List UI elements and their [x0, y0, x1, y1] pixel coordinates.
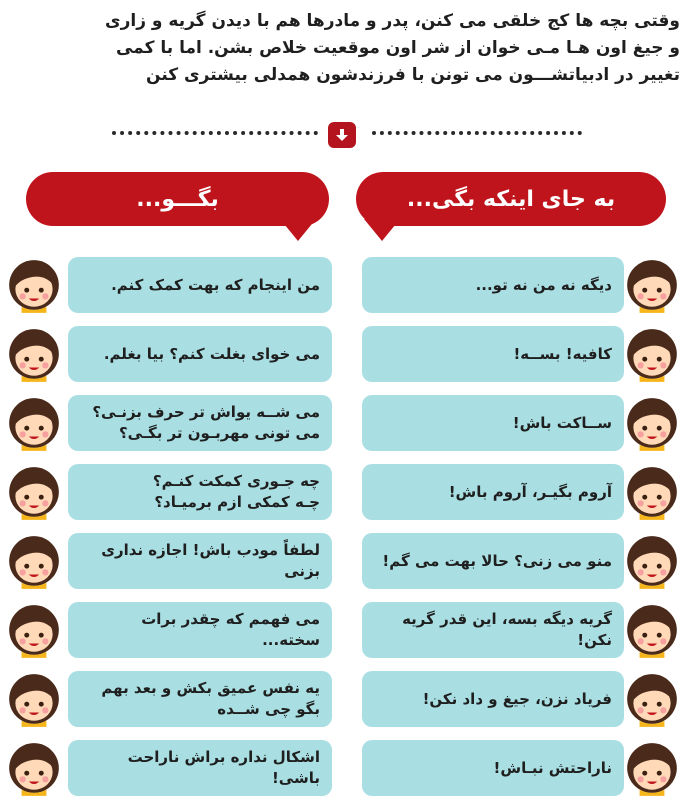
- instead-bubble: [362, 257, 624, 313]
- say-bubble: [68, 464, 332, 520]
- say-text-line-1: من اینجام که بهت کمک کنم.: [111, 275, 320, 294]
- girl-avatar-icon: [6, 393, 62, 453]
- say-row: [0, 667, 340, 736]
- instead-row: [356, 667, 694, 736]
- instead-row: [356, 529, 694, 598]
- instead-text-line-1: گریه دیگه بسه، این قدر گریه نکن!: [402, 610, 612, 649]
- say-text-line-1: چه جـوری کمکت کنـم؟: [152, 472, 320, 490]
- dotted-divider-right: [372, 131, 582, 135]
- instead-text-line-1: کافیه! بســه!: [513, 344, 612, 363]
- girl-avatar-icon: [624, 669, 680, 729]
- girl-avatar-icon: [624, 738, 680, 798]
- instead-row: [356, 391, 694, 460]
- instead-bubble: [362, 533, 624, 589]
- say-text-line-1: اشکال نداره براش ناراحت باشی!: [127, 748, 320, 787]
- say-text-line-1: یه نفس عمیق بکش و بعد بهم: [101, 679, 320, 697]
- instead-bubble: [362, 602, 624, 658]
- say-row: [0, 598, 340, 667]
- intro-line-3: تغییر در ادبیاتشـــون می تونن با فرزندشون همدلی بیشتری کنن: [146, 65, 680, 85]
- instead-text-line-1: ســاکت باش!: [512, 413, 612, 432]
- say-bubble: [68, 395, 332, 451]
- girl-avatar-icon: [624, 255, 680, 315]
- girl-avatar-icon: [6, 255, 62, 315]
- instead-bubble: [362, 740, 624, 796]
- instead-bubble: [362, 395, 624, 451]
- say-bubble: [68, 671, 332, 727]
- instead-text-line-1: ناراحتش نبـاش!: [493, 758, 612, 777]
- instead-bubble: [362, 326, 624, 382]
- girl-avatar-icon: [6, 462, 62, 522]
- instead-text-line-1: دیگه نه من نه تو...: [475, 275, 612, 294]
- say-text-line-2: می تونی مهربـون تر بگـی؟: [118, 424, 320, 442]
- intro-text: [60, 8, 680, 89]
- say-header-tail: [280, 219, 316, 241]
- say-text-line-2: بگو چی شــده: [217, 700, 320, 718]
- girl-avatar-icon: [6, 324, 62, 384]
- instead-bubble: [362, 671, 624, 727]
- instead-row: [356, 460, 694, 529]
- say-bubble: [68, 326, 332, 382]
- girl-avatar-icon: [6, 738, 62, 798]
- instead-column: [356, 253, 694, 805]
- say-bubble: [68, 533, 332, 589]
- say-row: [0, 391, 340, 460]
- down-arrow-icon: [328, 122, 356, 148]
- instead-header: به جای اینکه بگی...: [356, 172, 666, 226]
- say-bubble: [68, 740, 332, 796]
- instead-row: [356, 322, 694, 391]
- instead-text-line-1: منو می زنی؟ حالا بهت می گم!: [382, 551, 612, 570]
- intro-line-1: وقتی بچه ها کج خلقی می کنن، پدر و مادرها هم با دیدن گریه و زاری: [105, 11, 680, 31]
- intro-line-2: و جیغ اون هـا مـی خوان از شر اون موقعیت خلاص بشن. اما با کمی: [115, 38, 680, 58]
- girl-avatar-icon: [6, 531, 62, 591]
- say-row: [0, 460, 340, 529]
- say-column: [0, 253, 340, 805]
- girl-avatar-icon: [624, 600, 680, 660]
- instead-row: [356, 736, 694, 805]
- girl-avatar-icon: [624, 324, 680, 384]
- instead-text-line-1: آروم بگیـر، آروم باش!: [448, 482, 612, 501]
- say-row: [0, 322, 340, 391]
- girl-avatar-icon: [6, 600, 62, 660]
- say-text-line-1: می شــه یواش تر حرف بزنـی؟: [92, 403, 320, 421]
- instead-header-tail: [364, 219, 400, 241]
- say-text-line-2: چـه کمکی ازم برمیـاد؟: [154, 493, 320, 511]
- say-row: [0, 253, 340, 322]
- instead-row: [356, 598, 694, 667]
- say-header: بگـــو...: [26, 172, 329, 226]
- girl-avatar-icon: [624, 531, 680, 591]
- instead-text-line-1: فریاد نزن، جیغ و داد نکن!: [422, 689, 612, 708]
- dotted-divider-left: [112, 131, 318, 135]
- girl-avatar-icon: [624, 462, 680, 522]
- girl-avatar-icon: [6, 669, 62, 729]
- girl-avatar-icon: [624, 393, 680, 453]
- say-row: [0, 736, 340, 805]
- instead-row: [356, 253, 694, 322]
- say-text-line-1: می خوای بغلت کنم؟ بیا بغلم.: [103, 344, 320, 363]
- say-row: [0, 529, 340, 598]
- say-bubble: [68, 602, 332, 658]
- instead-bubble: [362, 464, 624, 520]
- say-bubble: [68, 257, 332, 313]
- say-text-line-1: می فهمم که چقدر برات سخته...: [141, 610, 320, 649]
- say-text-line-1: لطفاً مودب باش! اجازه نداری بزنی: [101, 541, 320, 580]
